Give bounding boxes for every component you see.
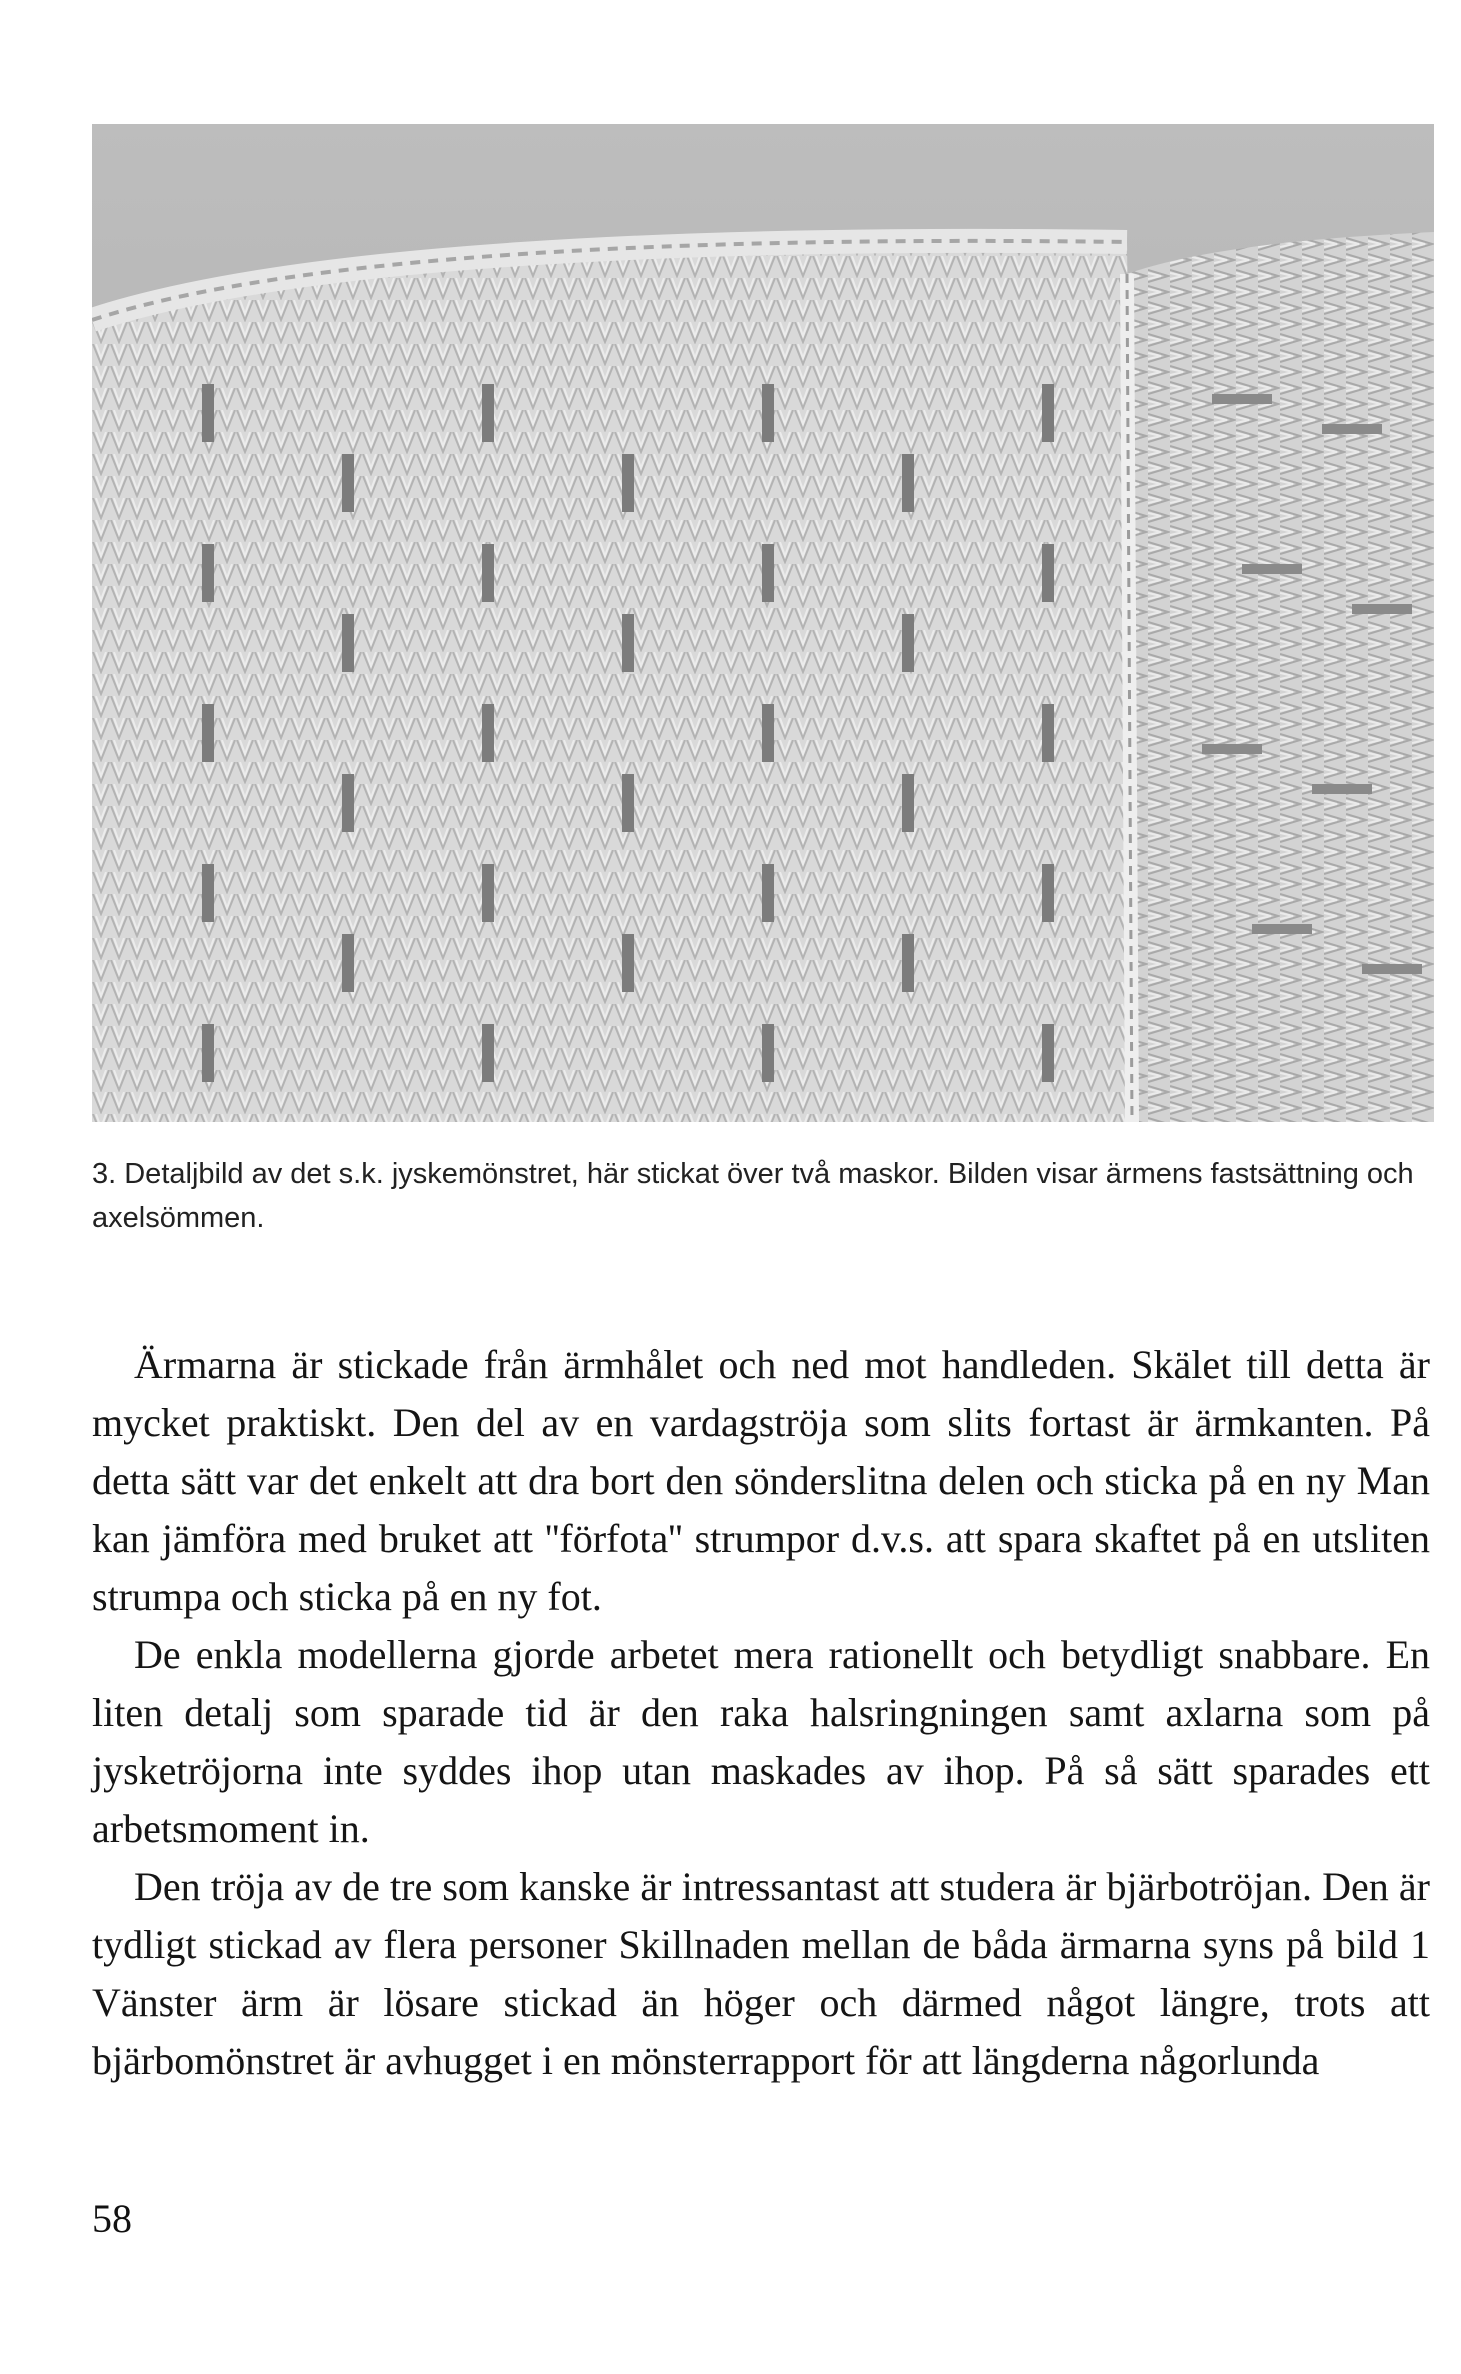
page-number: 58 (92, 2196, 132, 2241)
paragraph-1: Ärmarna är stickade från ärmhålet och ned mot handleden. Skälet till detta är mycket praktiskt. Den del av en vardagströja som slits fortast är ärmkanten. På detta sätt var det enkelt att dra bort den sönderslitna delen och sticka på en ny Man kan jämföra med bruket att ''förfota'' strumpor d.v.s. att spara skaftet på en utsliten strumpa och sticka på en ny fot. (92, 1342, 1430, 1619)
knitting-photo-illustration (92, 124, 1434, 1122)
figure-caption: 3. Detaljbild av det s.k. jyskemönstret, här stickat över två maskor. Bilden visar ärmens fastsättning och axelsömmen. (92, 1158, 1414, 1234)
paragraph-3: Den tröja av de tre som kanske är intressantast att studera är bjärbotröjan. Den är tydligt stickad av flera personer Skillnaden mellan de båda ärmarna syns på bild 1 Vänster ärm är lösare stickad än höger och därmed något längre, trots att bjärbomönstret är avhugget i en mönsterrapport för att längderna någorlunda (92, 1864, 1430, 2083)
paragraph-2: De enkla modellerna gjorde arbetet mera rationellt och betydligt snabbare. En liten detalj som sparade tid är den raka halsringningen samt axlarna som på jysketröjorna inte syddes ihop utan maskades av ihop. På så sätt sparades ett arbetsmoment in. (92, 1632, 1430, 1851)
body-text (92, 1336, 1430, 2090)
knitting-detail-photo (92, 124, 1434, 1122)
